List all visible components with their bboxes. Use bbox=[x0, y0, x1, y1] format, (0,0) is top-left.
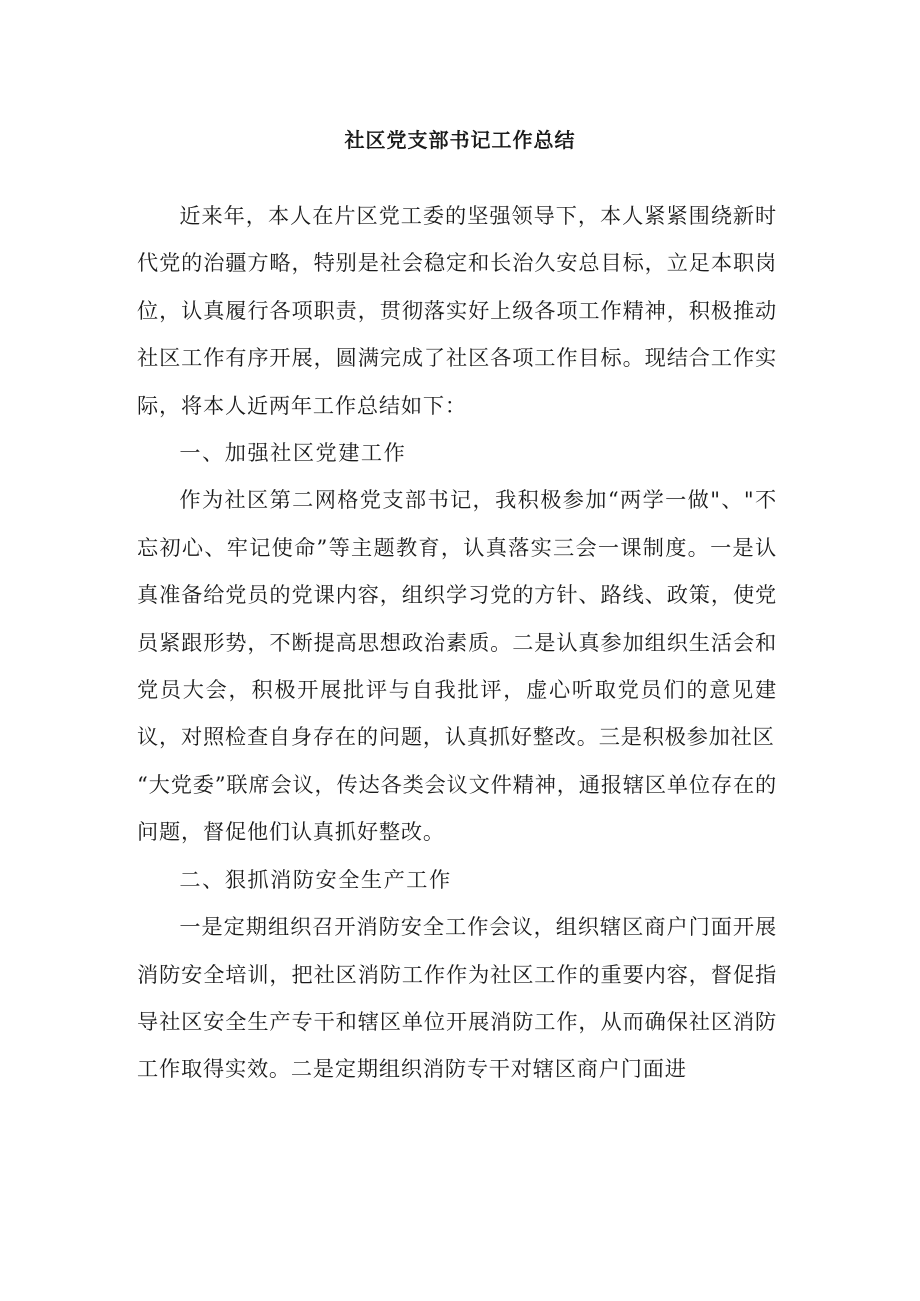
section-heading-fire-safety: 二、狠抓消防安全生产工作 bbox=[179, 866, 452, 892]
title-spacer bbox=[137, 170, 777, 192]
paragraph-intro: 近来年，本人在片区党工委的坚强领导下，本人紧紧围绕新时代党的治疆方略，特别是社会稳定和长治久安总目标，立足本职岗位，认真履行各项职责，贯彻落实好上级各项工作精神，积极推动社区工作有序开展，圆满完成了社区各项工作目标。现结合工作实际，将本人近两年工作总结如下： bbox=[137, 203, 777, 418]
document-title: 社区党支部书记工作总结 bbox=[344, 128, 576, 152]
section-heading-party-building: 一、加强社区党建工作 bbox=[179, 440, 407, 466]
document-body bbox=[137, 170, 777, 1093]
paragraph-fire-safety: 一是定期组织召开消防安全工作会议，组织辖区商户门面开展消防安全培训，把社区消防工作作为社区工作的重要内容，督促指导社区安全生产专干和辖区单位开展消防工作，从而确保社区消防工作取得实效。二是定期组织消防专干对辖区商户门面进 bbox=[137, 914, 777, 1082]
paragraph-party-building: 作为社区第二网格党支部书记，我积极参加“两学一做"、"不忘初心、牢记使命”等主题教育，认真落实三会一课制度。一是认真准备给党员的党课内容，组织学习党的方针、路线、政策，使党员紧跟形势，不断提高思想政治素质。二是认真参加组织生活会和党员大会，积极开展批评与自我批评，虚心听取党员们的意见建议，对照检查自身存在的问题，认真抓好整改。三是积极参加社区 bbox=[137, 487, 777, 750]
paragraph-party-committee: “大党委”联席会议，传达各类会议文件精神，通报辖区单位存在的问题，督促他们认真抓好整改。 bbox=[137, 771, 777, 845]
